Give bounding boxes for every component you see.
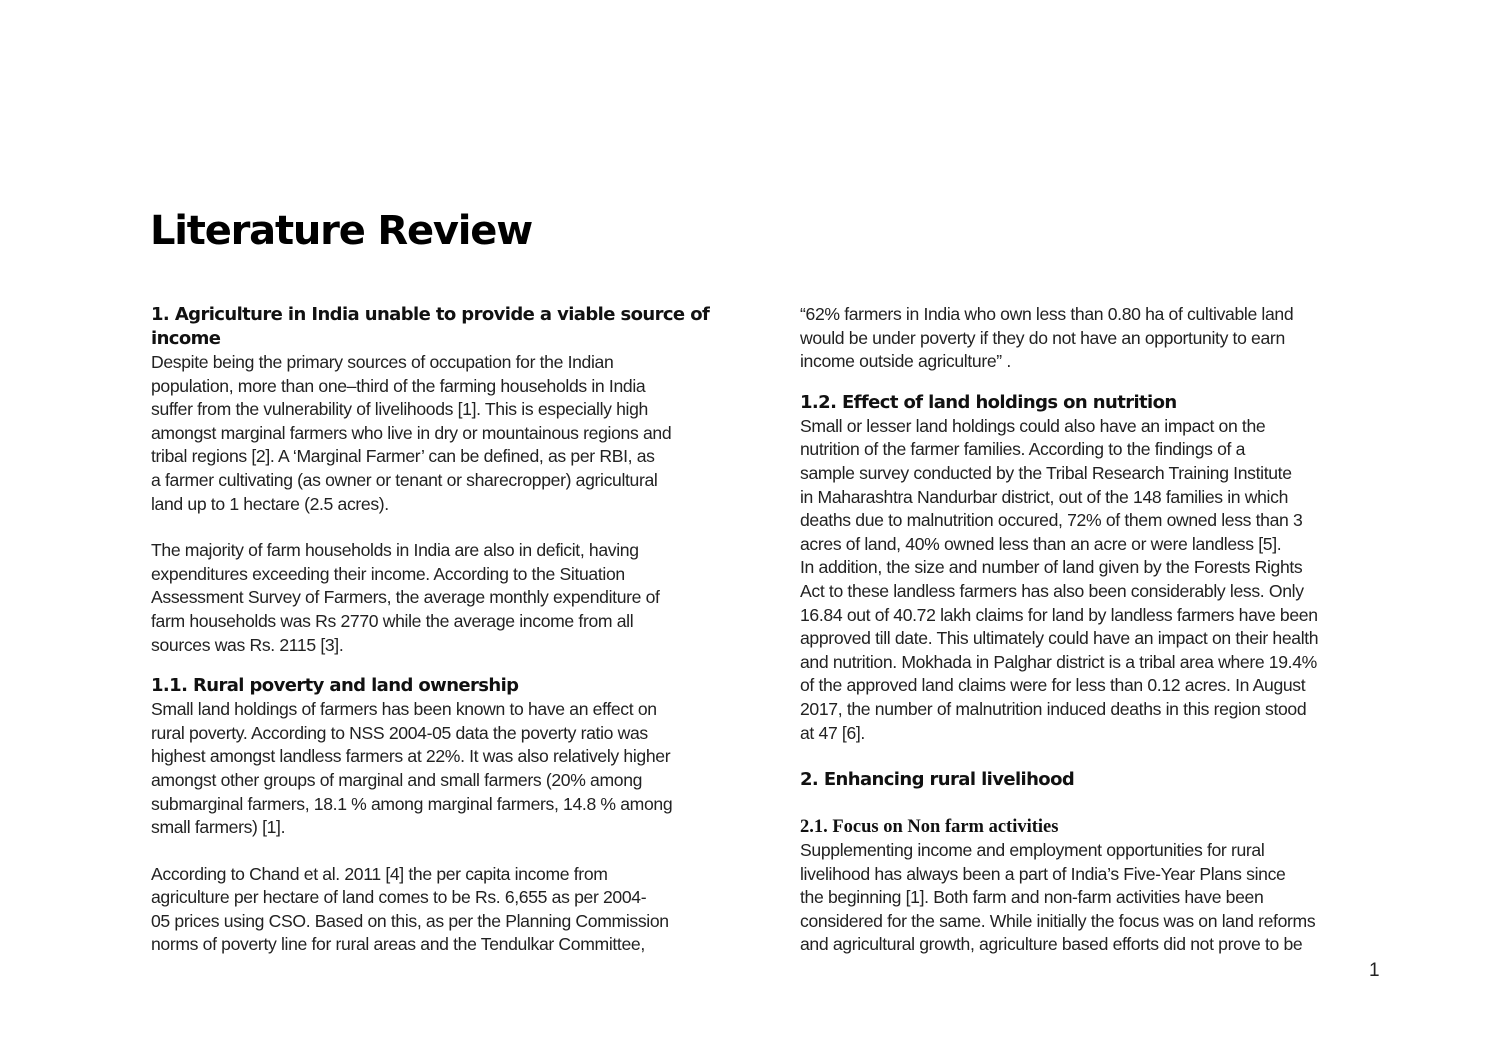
text-line: sources was Rs. 2115 [3]. [151,634,344,655]
section-1-1-paragraph-1 [151,698,761,840]
text-line: in Maharashtra Nandurbar district, out of the 148 families in which [800,486,1288,507]
quote-paragraph [800,303,1410,374]
section-1-heading [151,303,761,351]
text-line: Act to these landless farmers has also been considerably less. Only [800,580,1304,601]
text-line: sample survey conducted by the Tribal Research Training Institute [800,462,1292,483]
text-line: deaths due to malnutrition occured, 72% of them owned less than 3 [800,510,1303,531]
text-line: a farmer cultivating (as owner or tenant or sharecropper) agricultural [151,469,658,490]
text-line: livelihood has always been a part of India’s Five-Year Plans since [800,863,1286,884]
text-line: the beginning [1]. Both farm and non-farm activities have been [800,887,1264,908]
text-line: farm households was Rs 2770 while the average income from all [151,610,634,631]
text-line: amongst marginal farmers who live in dry or mountainous regions and [151,422,672,443]
text-line: The majority of farm households in India are also in deficit, having [151,540,639,561]
text-line: amongst other groups of marginal and small farmers (20% among [151,769,643,790]
section-1-1-heading: 1.1. Rural poverty and land ownership [151,675,519,697]
text-line: and agricultural growth, agriculture based efforts did not prove to be [800,934,1303,955]
text-line: agriculture per hectare of land comes to be Rs. 6,655 as per 2004- [151,887,647,908]
text-line: at 47 [6]. [800,722,865,743]
text-line: Small or lesser land holdings could also have an impact on the [800,415,1266,436]
left-column [151,303,761,957]
text-line: considered for the same. While initially the focus was on land reforms [800,910,1316,931]
text-line: “62% farmers in India who own less than 0.80 ha of cultivable land [800,304,1294,324]
text-line: would be under poverty if they do not have an opportunity to earn [800,327,1285,348]
heading-line: 1. Agriculture in India unable to provide a viable source of [151,304,710,325]
right-column [800,303,1410,957]
text-line: Small land holdings of farmers has been known to have an effect on [151,699,657,720]
text-line: population, more than one–third of the farming households in India [151,375,646,396]
text-line: of the approved land claims were for less than 0.12 acres. In August [800,675,1306,696]
text-line: 05 prices using CSO. Based on this, as per the Planning Commission [151,910,669,931]
text-line: land up to 1 hectare (2.5 acres). [151,493,389,514]
text-line: norms of poverty line for rural areas and the Tendulkar Committee, [151,934,645,955]
heading-line: income [151,328,221,349]
section-1-2-heading: 1.2. Effect of land holdings on nutrition [800,391,1177,413]
text-line: 16.84 out of 40.72 lakh claims for land by landless farmers have been [800,604,1318,625]
text-line: small farmers) [1]. [151,817,286,838]
text-line: nutrition of the farmer families. According to the findings of a [800,439,1246,460]
text-line: suffer from the vulnerability of livelihoods [1]. This is especially high [151,399,648,420]
text-line: Assessment Survey of Farmers, the average monthly expenditure of [151,587,660,608]
text-line: Supplementing income and employment opportunities for rural [800,840,1265,861]
text-line: rural poverty. According to NSS 2004-05 data the poverty ratio was [151,722,648,743]
text-line: income outside agriculture” . [800,351,1011,372]
text-line: In addition, the size and number of land given by the Forests Rights [800,557,1303,578]
text-line: approved till date. This ultimately could have an impact on their health [800,628,1319,649]
text-line: submarginal farmers, 18.1 % among marginal farmers, 14.8 % among [151,793,673,814]
section-2-heading: 2. Enhancing rural livelihood [800,769,1075,791]
page-title: Literature Review [150,208,532,254]
section-1-paragraph-1 [151,351,761,516]
section-2-1-paragraph [800,839,1410,957]
section-1-1-paragraph-2 [151,863,761,957]
text-line: 2017, the number of malnutrition induced deaths in this region stood [800,698,1307,719]
text-line: tribal regions [2]. A ‘Marginal Farmer’ can be defined, as per RBI, as [151,446,655,467]
text-line: and nutrition. Mokhada in Palghar district is a tribal area where 19.4% [800,651,1317,672]
text-line: expenditures exceeding their income. According to the Situation [151,563,625,584]
section-1-paragraph-2 [151,539,761,657]
section-1-2-paragraph [800,415,1410,745]
text-line: Despite being the primary sources of occupation for the Indian [151,352,614,372]
text-line: acres of land, 40% owned less than an acre or were landless [5]. [800,533,1282,554]
page-number: 1 [1369,960,1380,981]
text-line: According to Chand et al. 2011 [4] the per capita income from [151,863,608,884]
section-2-1-heading: 2.1. Focus on Non farm activities [800,817,1059,838]
text-line: highest amongst landless farmers at 22%. It was also relatively higher [151,746,671,767]
